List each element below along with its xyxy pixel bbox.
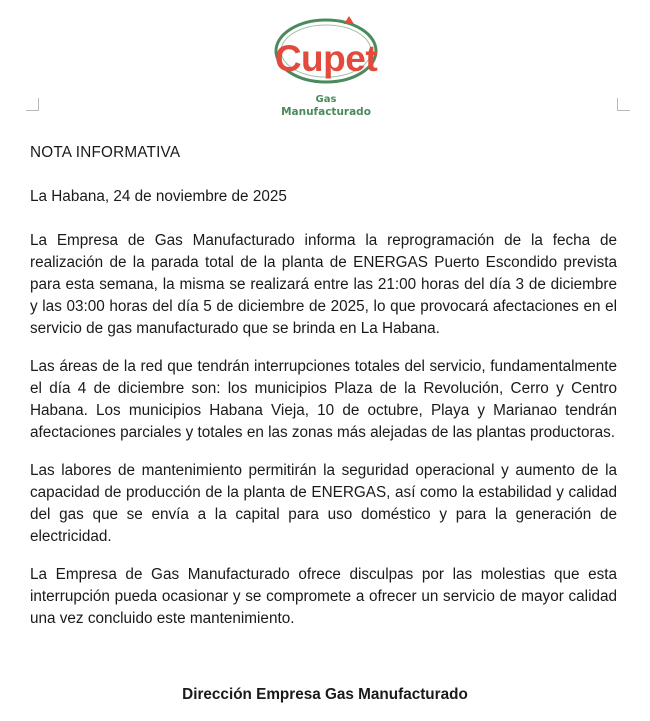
margin-corner-right [617, 98, 630, 111]
document-title: NOTA INFORMATIVA [30, 144, 181, 161]
document-date: La Habana, 24 de noviembre de 2025 [30, 188, 287, 205]
cupet-logo [270, 14, 382, 118]
logo-wordmark: Cupet [274, 38, 378, 79]
document-body [30, 143, 617, 630]
paragraph: La Empresa de Gas Manufacturado informa la reprogramación de la fecha de realización de la parada total de la planta de ENERGAS Puerto Escondido prevista para esta semana, la misma se realizará entre las 21:00 horas del día 3 de diciembre y las 03:00 horas del día 5 de diciembre de 2025, lo que provocará afectaciones en el servicio de gas manufacturado que se brinda en La Habana. [30, 232, 617, 337]
paragraph: Las labores de mantenimiento permitirán la seguridad operacional y aumento de la capacidad de producción de la planta de ENERGAS, así como la estabilidad y calidad del gas que se envía a la capital para uso doméstico y para la generación de electricidad. [30, 462, 617, 545]
logo-subtitle-gas: Gas [315, 94, 337, 105]
margin-corner-left [26, 98, 39, 111]
paragraph: La Empresa de Gas Manufacturado ofrece disculpas por las molestias que esta interrupción pueda ocasionar y se compromete a ofrecer un servicio de mayor calidad una vez concluido este mantenimiento. [30, 566, 617, 627]
paragraph: Las áreas de la red que tendrán interrupciones totales del servicio, fundamentalmente el día 4 de diciembre son: los municipios Plaza de la Revolución, Cerro y Centro Habana. Los municipios Habana Vieja, 10 de octubre, Playa y Marianao tendrán afectaciones parciales y totales en las zonas más alejadas de las plantas productoras. [30, 358, 617, 441]
signature: Dirección Empresa Gas Manufacturado [182, 686, 468, 703]
logo-subtitle-manufacturado: Manufacturado [281, 106, 371, 118]
